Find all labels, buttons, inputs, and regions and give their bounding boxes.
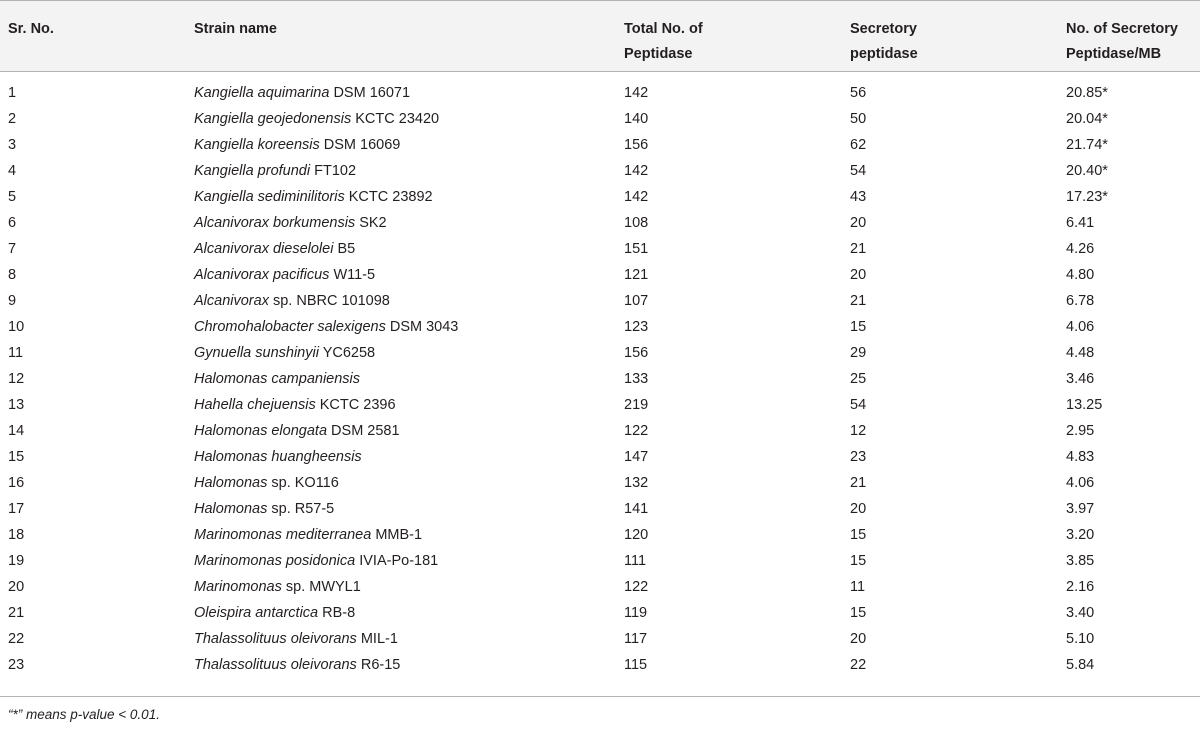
table-row <box>0 392 1200 418</box>
strain-designation: KCTC 2396 <box>319 397 396 413</box>
cell-secretory-peptidase: 21 <box>850 241 867 257</box>
cell-secretory-per-mb: 5.10 <box>1066 631 1095 647</box>
cell-secretory-per-mb: 3.97 <box>1066 501 1095 517</box>
strain-designation: DSM 2581 <box>331 423 400 439</box>
cell-secretory-peptidase: 50 <box>850 111 867 127</box>
cell-total-peptidase: 142 <box>624 189 649 205</box>
cell-total-peptidase: 141 <box>624 501 649 517</box>
header-total-peptidase <box>624 17 703 67</box>
table-row <box>0 340 1200 366</box>
cell-sr-no: 11 <box>8 345 24 361</box>
cell-sr-no: 16 <box>8 475 25 491</box>
strain-designation: sp. NBRC 101098 <box>272 293 390 309</box>
cell-sr-no: 19 <box>8 553 25 569</box>
cell-sr-no: 21 <box>8 605 25 621</box>
strain-designation: B5 <box>337 241 356 257</box>
strain-designation: IVIA-Po-181 <box>359 553 439 569</box>
strain-designation: sp. MWYL1 <box>285 579 361 595</box>
strain-designation: sp. KO116 <box>271 475 339 491</box>
table-row <box>0 184 1200 210</box>
cell-secretory-peptidase: 20 <box>850 215 867 231</box>
cell-total-peptidase: 111 <box>624 553 647 569</box>
strain-genus-species: Halomonas <box>194 475 268 491</box>
strain-genus-species: Gynuella sunshinyii <box>194 345 319 361</box>
cell-total-peptidase: 121 <box>624 267 649 283</box>
cell-strain-name <box>194 444 362 470</box>
cell-secretory-peptidase: 23 <box>850 449 867 465</box>
cell-secretory-peptidase: 15 <box>850 319 867 335</box>
table-row <box>0 236 1200 262</box>
header-secretory-peptidase <box>850 17 918 67</box>
cell-total-peptidase: 133 <box>624 371 649 387</box>
table-row <box>0 652 1200 678</box>
cell-secretory-peptidase: 25 <box>850 371 867 387</box>
cell-strain-name <box>194 366 360 392</box>
strain-designation: R6-15 <box>360 657 401 673</box>
strain-designation: MIL-1 <box>360 631 398 647</box>
cell-strain-name <box>194 392 396 418</box>
strain-genus-species: Kangiella koreensis <box>194 137 320 153</box>
table-row <box>0 470 1200 496</box>
strain-genus-species: Kangiella aquimarina <box>194 85 330 101</box>
cell-total-peptidase: 108 <box>624 215 649 231</box>
table-footnote: “*” means p-value < 0.01. <box>8 707 160 722</box>
strain-genus-species: Marinomonas mediterranea <box>194 527 372 543</box>
cell-strain-name <box>194 158 356 184</box>
cell-secretory-per-mb: 20.40* <box>1066 163 1108 179</box>
cell-sr-no: 9 <box>8 293 17 309</box>
cell-strain-name <box>194 470 339 496</box>
cell-secretory-per-mb: 3.20 <box>1066 527 1095 543</box>
cell-secretory-peptidase: 15 <box>850 527 867 543</box>
cell-secretory-peptidase: 20 <box>850 267 867 283</box>
cell-total-peptidase: 147 <box>624 449 649 465</box>
cell-secretory-per-mb: 3.40 <box>1066 605 1095 621</box>
cell-secretory-per-mb: 20.85* <box>1066 85 1108 101</box>
cell-total-peptidase: 115 <box>624 657 648 673</box>
cell-strain-name <box>194 496 334 522</box>
cell-secretory-peptidase: 15 <box>850 553 867 569</box>
cell-secretory-per-mb: 21.74* <box>1066 137 1108 153</box>
cell-secretory-per-mb: 4.48 <box>1066 345 1095 361</box>
strain-designation: YC6258 <box>322 345 376 361</box>
table-row <box>0 522 1200 548</box>
cell-sr-no: 5 <box>8 189 17 205</box>
strain-genus-species: Halomonas huangheensis <box>194 449 362 465</box>
strain-genus-species: Thalassolituus oleivorans <box>194 631 357 647</box>
cell-secretory-peptidase: 43 <box>850 189 867 205</box>
strain-genus-species: Oleispira antarctica <box>194 605 319 621</box>
cell-total-peptidase: 142 <box>624 163 649 179</box>
strain-designation: SK2 <box>359 215 387 231</box>
strain-genus-species: Halomonas <box>194 501 268 517</box>
cell-secretory-peptidase: 20 <box>850 501 867 517</box>
table-row <box>0 418 1200 444</box>
cell-strain-name <box>194 288 390 314</box>
cell-strain-name <box>194 522 422 548</box>
header-per-mb-line2: Peptidase/MB <box>1066 46 1162 62</box>
cell-total-peptidase: 122 <box>624 423 649 439</box>
table-row <box>0 574 1200 600</box>
cell-secretory-peptidase: 12 <box>850 423 867 439</box>
cell-secretory-peptidase: 22 <box>850 657 867 673</box>
cell-sr-no: 22 <box>8 631 25 647</box>
strain-genus-species: Halomonas elongata <box>194 423 328 439</box>
cell-secretory-per-mb: 5.84 <box>1066 657 1095 673</box>
cell-secretory-peptidase: 62 <box>850 137 867 153</box>
strain-genus-species: Hahella chejuensis <box>194 397 316 413</box>
strain-genus-species: Thalassolituus oleivorans <box>194 657 357 673</box>
cell-strain-name <box>194 210 387 236</box>
cell-sr-no: 13 <box>8 397 25 413</box>
cell-strain-name <box>194 314 458 340</box>
cell-secretory-peptidase: 21 <box>850 293 867 309</box>
cell-secretory-per-mb: 4.80 <box>1066 267 1095 283</box>
strain-designation: KCTC 23892 <box>348 189 433 205</box>
strain-genus-species: Marinomonas posidonica <box>194 553 356 569</box>
cell-sr-no: 3 <box>8 137 17 153</box>
cell-secretory-peptidase: 56 <box>850 85 867 101</box>
table-bottom-rule <box>0 696 1200 697</box>
cell-total-peptidase: 156 <box>624 137 649 153</box>
header-sr-no: Sr. No. <box>8 21 54 37</box>
strain-designation: W11-5 <box>333 267 376 283</box>
cell-strain-name <box>194 340 375 366</box>
header-total-line1: Total No. of <box>624 21 703 37</box>
cell-strain-name <box>194 548 438 574</box>
strain-genus-species: Marinomonas <box>194 579 282 595</box>
cell-sr-no: 4 <box>8 163 17 179</box>
cell-strain-name <box>194 132 400 158</box>
strain-designation: MMB-1 <box>375 527 423 543</box>
table-header <box>0 0 1200 72</box>
cell-total-peptidase: 219 <box>624 397 649 413</box>
strain-genus-species: Alcanivorax <box>194 293 269 309</box>
strain-designation: KCTC 23420 <box>355 111 440 127</box>
cell-secretory-per-mb: 2.16 <box>1066 579 1095 595</box>
cell-secretory-peptidase: 11 <box>850 579 866 595</box>
header-secretory-per-mb <box>1066 17 1178 67</box>
strain-genus-species: Kangiella geojedonensis <box>194 111 352 127</box>
table-row <box>0 288 1200 314</box>
cell-secretory-per-mb: 20.04* <box>1066 111 1108 127</box>
cell-total-peptidase: 123 <box>624 319 649 335</box>
strain-genus-species: Kangiella profundi <box>194 163 311 179</box>
table-row <box>0 444 1200 470</box>
cell-strain-name <box>194 626 398 652</box>
cell-total-peptidase: 122 <box>624 579 649 595</box>
table-row <box>0 210 1200 236</box>
strain-genus-species: Chromohalobacter salexigens <box>194 319 386 335</box>
header-total-line2: Peptidase <box>624 46 693 62</box>
strain-designation: DSM 16071 <box>333 85 411 101</box>
cell-total-peptidase: 142 <box>624 85 649 101</box>
cell-secretory-peptidase: 54 <box>850 397 867 413</box>
strain-designation: DSM 3043 <box>389 319 459 335</box>
table-row <box>0 548 1200 574</box>
table-row <box>0 314 1200 340</box>
cell-sr-no: 14 <box>8 423 25 439</box>
cell-secretory-per-mb: 6.41 <box>1066 215 1095 231</box>
cell-sr-no: 7 <box>8 241 17 257</box>
cell-secretory-per-mb: 4.06 <box>1066 475 1095 491</box>
cell-total-peptidase: 140 <box>624 111 649 127</box>
header-secretory-line2: peptidase <box>850 46 918 62</box>
cell-secretory-peptidase: 29 <box>850 345 867 361</box>
cell-secretory-per-mb: 2.95 <box>1066 423 1095 439</box>
cell-secretory-peptidase: 15 <box>850 605 867 621</box>
cell-sr-no: 12 <box>8 371 25 387</box>
cell-sr-no: 6 <box>8 215 17 231</box>
cell-secretory-per-mb: 6.78 <box>1066 293 1095 309</box>
cell-total-peptidase: 156 <box>624 345 649 361</box>
cell-total-peptidase: 120 <box>624 527 649 543</box>
strain-designation: DSM 16069 <box>323 137 401 153</box>
strain-designation: sp. R57-5 <box>271 501 335 517</box>
cell-strain-name <box>194 600 355 626</box>
strain-genus-species: Alcanivorax dieselolei <box>194 241 334 257</box>
cell-strain-name <box>194 80 410 106</box>
cell-sr-no: 20 <box>8 579 25 595</box>
table-row <box>0 600 1200 626</box>
cell-total-peptidase: 119 <box>624 605 648 621</box>
cell-sr-no: 18 <box>8 527 25 543</box>
cell-strain-name <box>194 184 433 210</box>
cell-secretory-peptidase: 54 <box>850 163 867 179</box>
cell-sr-no: 2 <box>8 111 17 127</box>
cell-strain-name <box>194 262 375 288</box>
strain-designation: RB-8 <box>322 605 356 621</box>
cell-secretory-per-mb: 13.25 <box>1066 397 1103 413</box>
cell-secretory-per-mb: 4.06 <box>1066 319 1095 335</box>
header-per-mb-line1: No. of Secretory <box>1066 21 1178 37</box>
table-row <box>0 626 1200 652</box>
table-row <box>0 496 1200 522</box>
header-strain-name: Strain name <box>194 21 277 37</box>
cell-secretory-per-mb: 3.85 <box>1066 553 1095 569</box>
strain-genus-species: Alcanivorax pacificus <box>194 267 330 283</box>
cell-secretory-per-mb: 4.26 <box>1066 241 1095 257</box>
cell-total-peptidase: 117 <box>624 631 648 647</box>
strain-designation: FT102 <box>314 163 357 179</box>
cell-secretory-peptidase: 20 <box>850 631 867 647</box>
cell-strain-name <box>194 652 400 678</box>
cell-sr-no: 17 <box>8 501 25 517</box>
table-row <box>0 106 1200 132</box>
cell-total-peptidase: 107 <box>624 293 649 309</box>
cell-total-peptidase: 151 <box>624 241 649 257</box>
cell-secretory-peptidase: 21 <box>850 475 867 491</box>
cell-total-peptidase: 132 <box>624 475 649 491</box>
strain-genus-species: Kangiella sediminilitoris <box>194 189 345 205</box>
header-secretory-line1: Secretory <box>850 21 917 37</box>
table-row <box>0 158 1200 184</box>
table-row <box>0 80 1200 106</box>
cell-secretory-per-mb: 17.23* <box>1066 189 1108 205</box>
cell-secretory-per-mb: 3.46 <box>1066 371 1095 387</box>
table-row <box>0 366 1200 392</box>
cell-sr-no: 23 <box>8 657 25 673</box>
cell-sr-no: 15 <box>8 449 25 465</box>
table-row <box>0 262 1200 288</box>
cell-sr-no: 10 <box>8 319 25 335</box>
cell-sr-no: 1 <box>8 85 17 101</box>
cell-strain-name <box>194 574 361 600</box>
strain-genus-species: Halomonas campaniensis <box>194 371 361 387</box>
table-row <box>0 132 1200 158</box>
cell-sr-no: 8 <box>8 267 17 283</box>
cell-strain-name <box>194 106 439 132</box>
cell-strain-name <box>194 418 400 444</box>
cell-secretory-per-mb: 4.83 <box>1066 449 1095 465</box>
cell-strain-name <box>194 236 355 262</box>
strain-genus-species: Alcanivorax borkumensis <box>194 215 356 231</box>
